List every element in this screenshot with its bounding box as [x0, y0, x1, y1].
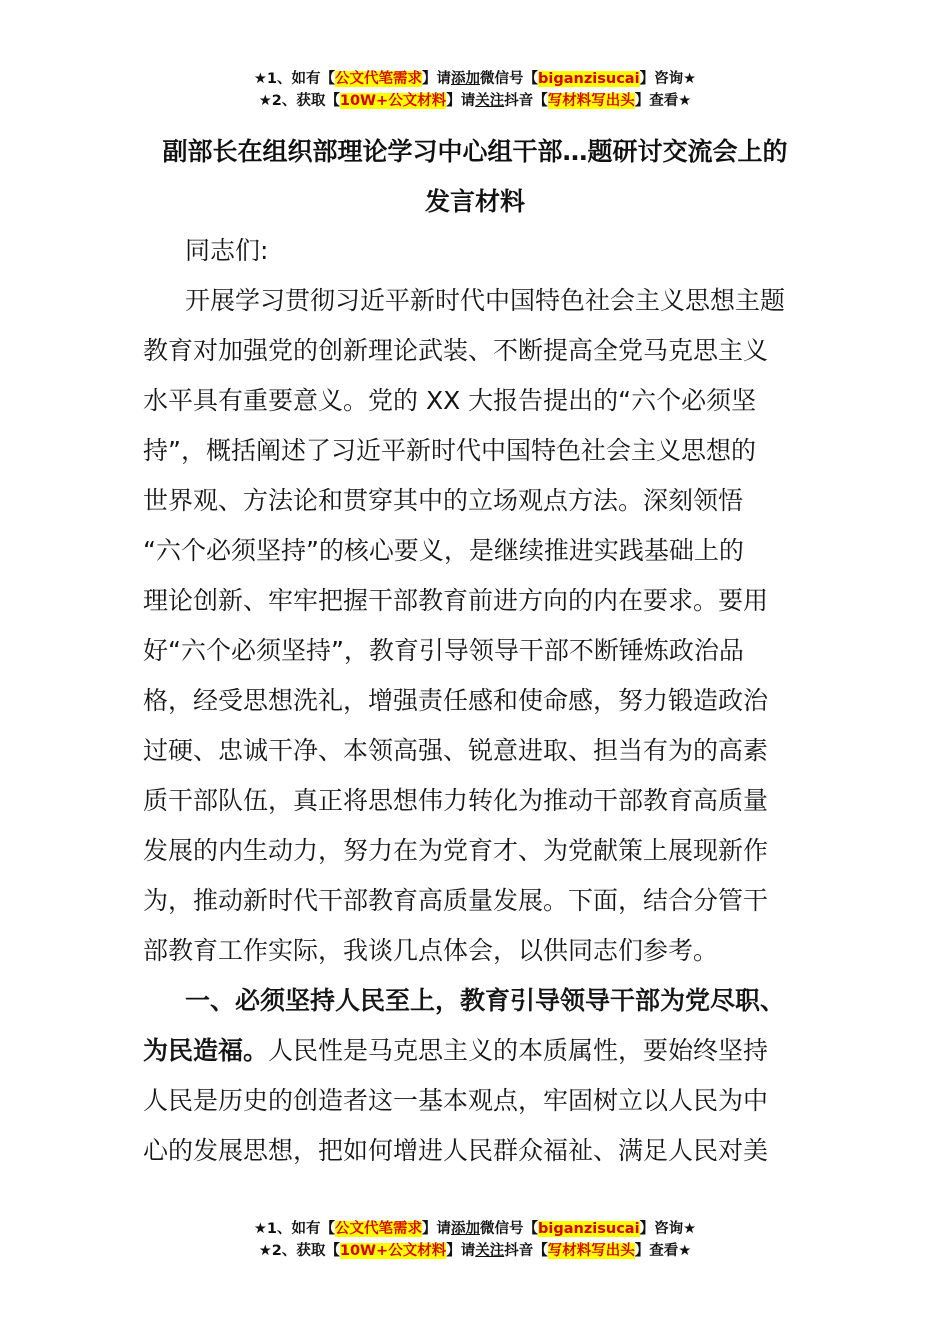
paragraph-line: 理论创新、牢牢把握干部教育前进方向的内在要求。要用 — [143, 586, 769, 615]
promo-text: ★2、获取【 — [258, 93, 340, 109]
promo-highlight: 公文代笔需求 — [335, 1221, 423, 1237]
salutation: 同志们: — [185, 236, 269, 265]
promo-text: 】咨询★ — [639, 1221, 697, 1237]
promo-text: 】请 — [422, 71, 452, 87]
document-title: 副部长在组织部理论学习中心组干部…题研讨交流会上的 — [162, 137, 788, 166]
paragraph-line: 为，推动新时代干部教育高质量发展。下面，结合分管干 — [143, 886, 769, 915]
promo-line-1 — [0, 1218, 950, 1240]
paragraph-line: 心的发展思想，把如何增进人民群众福祉、满足人民对美 — [143, 1136, 769, 1165]
promo-line-2 — [0, 90, 950, 112]
promo-line-2 — [0, 1240, 950, 1262]
section-heading-end: 为民造福。 — [143, 1036, 269, 1065]
paragraph-line: “六个必须坚持”的核心要义，是继续推进实践基础上的 — [143, 536, 744, 565]
paragraph-line: 质干部队伍，真正将思想伟力转化为推动干部教育高质量 — [143, 786, 769, 815]
promo-text: 】查看★ — [634, 93, 692, 109]
paragraph-line: 部教育工作实际，我谈几点体会，以供同志们参考。 — [143, 936, 719, 965]
promo-text: ★1、如有【 — [253, 71, 336, 87]
promo-text: 抖音【 — [504, 93, 548, 109]
header-promo-banner — [0, 68, 950, 112]
paragraph-line: 格，经受思想洗礼，增强责任感和使命感，努力锻造政治 — [143, 686, 769, 715]
promo-highlight: 公文代笔需求 — [335, 71, 423, 87]
promo-text: 】请 — [446, 93, 476, 109]
paragraph-line: 开展学习贯彻习近平新时代中国特色社会主义思想主题 — [185, 286, 786, 315]
promo-text: 】查看★ — [634, 1243, 692, 1259]
promo-text: 】请 — [422, 1221, 452, 1237]
promo-text: 】咨询★ — [639, 71, 697, 87]
promo-text: 】请 — [446, 1243, 476, 1259]
paragraph-line: 好“六个必须坚持”，教育引导领导干部不断锤炼政治品 — [143, 636, 744, 665]
promo-highlight: 写材料写出头 — [547, 93, 635, 109]
paragraph-line: 水平具有重要意义。党的 XX 大报告提出的“六个必须坚 — [143, 386, 757, 415]
promo-text: 抖音【 — [504, 1243, 548, 1259]
paragraph-line: 人民是历史的创造者这一基本观点，牢固树立以人民为中 — [143, 1086, 769, 1115]
paragraph-line: 过硬、忠诚干净、本领高强、锐意进取、担当有为的高素 — [143, 736, 769, 765]
section-text: 人民性是马克思主义的本质属性，要始终坚持 — [268, 1036, 769, 1065]
promo-text: 微信号【 — [480, 1221, 539, 1237]
document-body — [143, 226, 807, 1176]
paragraph-line: 教育对加强党的创新理论武装、不断提高全党马克思主义 — [143, 336, 769, 365]
promo-underline: 关注 — [475, 1243, 505, 1259]
promo-underline: 添加 — [451, 1221, 481, 1237]
section-heading: 一、必须坚持人民至上，教育引导领导干部为党尽职、 — [185, 986, 786, 1015]
promo-highlight: 10W+公文材料 — [339, 93, 447, 109]
paragraph-line: 世界观、方法论和贯穿其中的立场观点方法。深刻领悟 — [143, 486, 744, 515]
promo-text: ★2、获取【 — [258, 1243, 340, 1259]
promo-underline: 添加 — [451, 71, 481, 87]
promo-text: ★1、如有【 — [253, 1221, 336, 1237]
document-title-continued: 发言材料 — [424, 187, 525, 216]
promo-highlight: biganzisucai — [538, 1221, 640, 1237]
promo-highlight: 10W+公文材料 — [339, 1243, 447, 1259]
paragraph-line: 发展的内生动力，努力在为党育才、为党献策上展现新作 — [143, 836, 769, 865]
promo-underline: 关注 — [475, 93, 505, 109]
promo-text: 微信号【 — [480, 71, 539, 87]
promo-highlight: biganzisucai — [538, 71, 640, 87]
footer-promo-banner — [0, 1218, 950, 1262]
promo-line-1 — [0, 68, 950, 90]
paragraph-line: 持”，概括阐述了习近平新时代中国特色社会主义思想的 — [143, 436, 756, 465]
promo-highlight: 写材料写出头 — [547, 1243, 635, 1259]
section-heading-line — [143, 1026, 807, 1076]
